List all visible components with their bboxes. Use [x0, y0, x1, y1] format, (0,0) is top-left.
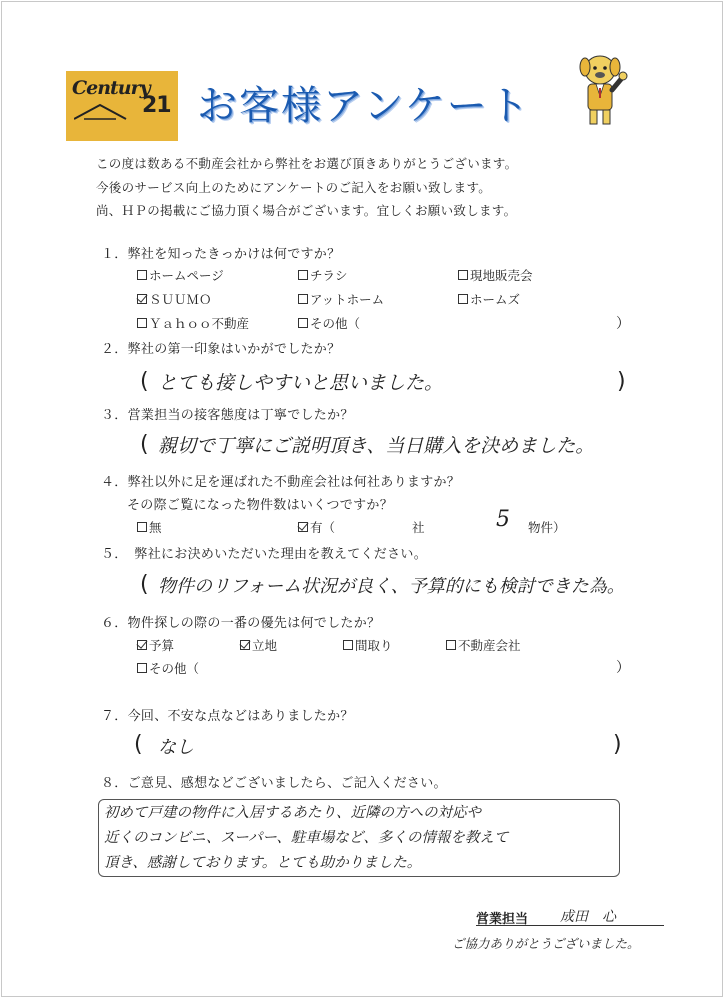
page-title: お客様アンケート: [197, 83, 531, 129]
century21-logo: [66, 71, 178, 141]
q6-option-budget[interactable]: [137, 636, 174, 654]
intro-line-2: 今後のサービス向上のためにアンケートのご記入をお願い致します。: [96, 180, 492, 195]
q3-label: ３．営業担当の接客態度は丁寧でしたか？: [101, 408, 354, 423]
q6-option-company[interactable]: [446, 636, 521, 654]
q4-label-2: その際ご覧になった物件数はいくつですか？: [127, 498, 394, 513]
q2-paren-close: ): [617, 369, 626, 394]
checkbox[interactable]: [137, 663, 147, 673]
option-label: Ｙａｈｏｏ不動産: [149, 316, 250, 331]
checkbox-checked[interactable]: [137, 294, 147, 304]
logo-text: Century: [72, 77, 150, 99]
intro-line-3: 尚、ＨＰの掲載にご協力頂く場合がございます。宜しくお願い致します。: [96, 203, 517, 218]
q2-paren-open: (: [140, 369, 149, 394]
q8-label: ８．ご意見、感想などございましたら、ご記入ください。: [101, 776, 447, 791]
q4-option-yes[interactable]: [298, 518, 335, 536]
q2-label: ２．弊社の第一印象はいかがでしたか？: [101, 342, 341, 357]
q1-option-homepage[interactable]: [137, 266, 224, 284]
mascot-dog-icon: [566, 50, 638, 130]
checkbox-checked[interactable]: [240, 640, 250, 650]
q8-answer-line-3: 頂き、感謝しております。とても助かりました。: [104, 855, 422, 871]
q6-other-close: ）: [616, 660, 630, 676]
q1-option-flyer[interactable]: [298, 266, 348, 284]
q1-label: １．弊社を知ったきっかけは何ですか？: [101, 247, 341, 262]
staff-label: 営業担当: [476, 912, 529, 927]
q4-label: ４．弊社以外に足を運ばれた不動産会社は何社ありますか？: [101, 475, 461, 490]
q2-answer[interactable]: とても接しやすいと思いました。: [158, 372, 444, 394]
option-label: 間取り: [355, 638, 393, 653]
checkbox[interactable]: [137, 318, 147, 328]
q7-label: ７．今回、不安な点などはありましたか？: [101, 709, 354, 724]
checkbox-checked[interactable]: [137, 640, 147, 650]
staff-name: 成田 心: [560, 909, 616, 925]
option-label: アットホーム: [310, 292, 385, 307]
q1-option-open-house[interactable]: [458, 266, 533, 284]
q1-option-suumo[interactable]: [137, 290, 212, 308]
option-label: ＳＵＵＭＯ: [149, 292, 212, 307]
checkbox[interactable]: [446, 640, 456, 650]
q8-answer-line-2: 近くのコンビニ、スーパー、駐車場など、多くの情報を教えて: [104, 830, 509, 846]
q1-option-yahoo[interactable]: [137, 314, 249, 332]
option-label: 有（: [310, 520, 336, 535]
thanks-text: ご協力ありがとうございました。: [452, 936, 640, 951]
checkbox[interactable]: [298, 318, 308, 328]
q3-answer[interactable]: 親切で丁寧にご説明頂き、当日購入を決めました。: [158, 435, 595, 457]
option-label: 立地: [252, 638, 278, 653]
q4-property-count[interactable]: 5: [496, 507, 510, 532]
q6-label: ６．物件探しの際の一番の優先は何でしたか？: [101, 616, 381, 631]
q7-paren-open: (: [134, 732, 143, 757]
option-label: ホームページ: [149, 268, 224, 283]
checkbox[interactable]: [458, 294, 468, 304]
checkbox[interactable]: [298, 294, 308, 304]
checkbox[interactable]: [343, 640, 353, 650]
q5-answer[interactable]: 物件のリフォーム状況が良く、予算的にも検討できた為。: [158, 576, 625, 597]
option-label: その他（: [310, 316, 361, 331]
checkbox[interactable]: [298, 270, 308, 280]
q7-paren-close: ): [613, 732, 622, 757]
option-label: チラシ: [310, 268, 348, 283]
option-label: 無: [149, 520, 162, 535]
q6-option-layout[interactable]: [343, 636, 393, 654]
checkbox[interactable]: [137, 270, 147, 280]
q1-option-homes[interactable]: [458, 290, 520, 308]
checkbox[interactable]: [458, 270, 468, 280]
q4-property-unit: 物件）: [528, 520, 566, 535]
q6-option-other[interactable]: [137, 659, 199, 677]
option-label: 不動産会社: [458, 638, 521, 653]
q4-option-none[interactable]: [137, 518, 162, 536]
q1-option-other[interactable]: [298, 314, 360, 332]
q5-label: ５． 弊社にお決めいただいた理由を教えてください。: [101, 547, 428, 562]
q7-answer[interactable]: なし: [158, 737, 194, 758]
q1-option-athome[interactable]: [298, 290, 384, 308]
q5-paren-open: (: [140, 572, 149, 597]
option-label: 予算: [149, 638, 175, 653]
checkbox[interactable]: [137, 522, 147, 532]
option-label: その他（: [149, 661, 200, 676]
logo-number: 21: [142, 93, 171, 118]
house-roof-icon: [74, 101, 146, 121]
q3-paren-open: (: [140, 432, 149, 457]
q4-companies-unit: 社: [412, 520, 425, 535]
option-label: ホームズ: [470, 292, 521, 307]
checkbox-checked[interactable]: [298, 522, 308, 532]
q6-option-location[interactable]: [240, 636, 277, 654]
q1-other-close: ）: [616, 316, 630, 332]
intro-line-1: この度は数ある不動産会社から弊社をお選び頂きありがとうございます。: [96, 156, 518, 171]
staff-signature-line: [476, 925, 664, 926]
q8-answer-line-1: 初めて戸建の物件に入居するあたり、近隣の方への対応や: [104, 805, 481, 821]
option-label: 現地販売会: [470, 268, 533, 283]
